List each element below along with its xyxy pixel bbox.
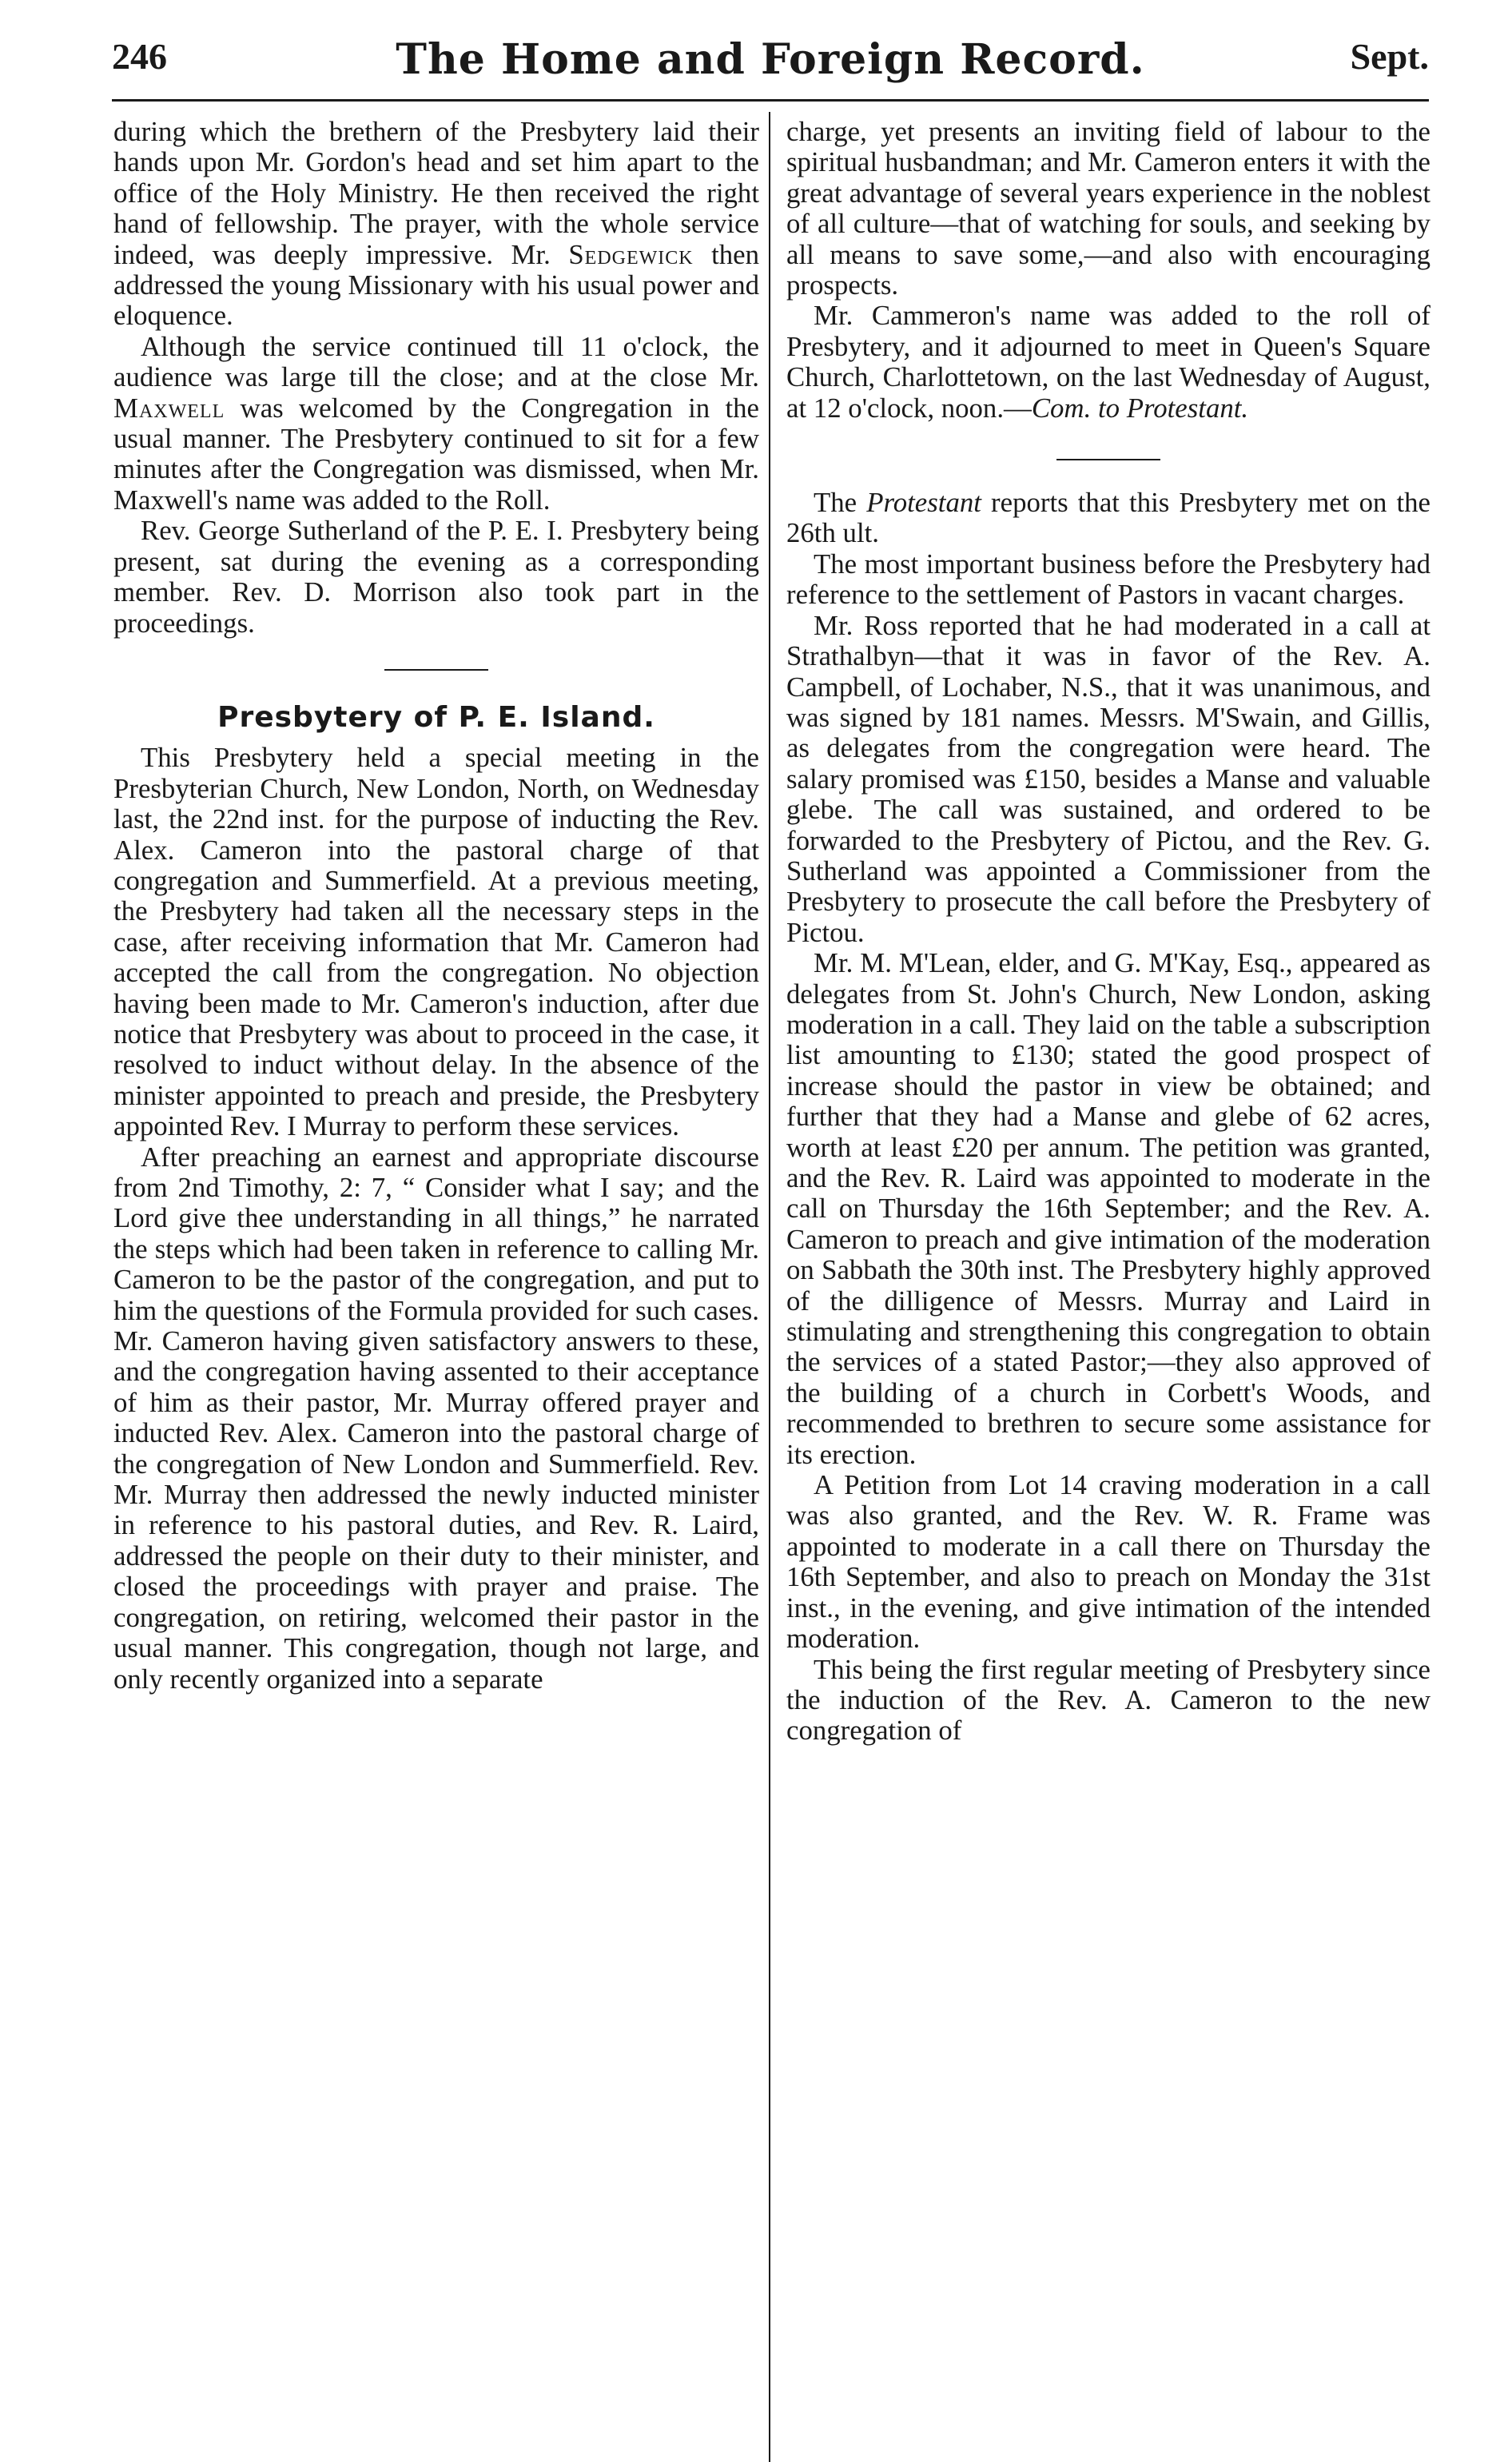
- paragraph: After preaching an earnest and appropriate discourse from 2nd Timothy, 2: 7, “ Consider what I say; and the Lord give thee understanding in all things,” he narrated the steps which had been taken in reference to calling Mr. Cameron to be the pastor of the congregation, and put to him the questions of the Formula provided for such cases. Mr. Cameron having given satisfactory answers to these, and the congregation having assented to their acceptance of him as their pastor, Mr. Murray offered prayer and inducted Rev. Alex. Cameron into the pastoral charge of the congregation of New London and Summerfield. Rev. Mr. Murray then addressed the newly inducted minister in reference to his pastoral duties, and Rev. R. Laird, addressed the people on their duty to their minister, and closed the proceedings with prayer and praise. The congregation, on retiring, welcomed their pastor in the usual manner. This congregation, though not large, and only recently organized into a separate: [113, 1141, 759, 1695]
- paragraph: Mr. M. M'Lean, elder, and G. M'Kay, Esq., appeared as delegates from St. John's Church, New London, asking moderation in a call. They laid on the table a subscription list amounting to £130; stated the good prospect of increase should the pastor in view be obtained; and further that they had a Manse and glebe of 62 acres, worth at least £20 per annum. The petition was granted, and the Rev. R. Laird was appointed to moderate in the call on Thursday the 16th September; and the Rev. A. Cameron to preach and give intimation of the moderation on Sabbath the 30th inst. The Presbytery highly approved of the dilligence of Messrs. Murray and Laird in stimulating and strengthening this congregation to obtain the services of a stated Pastor;—they also approved of the building of a church in Corbett's Woods, and recommended to brethren to secure some assistance for its erection.: [786, 947, 1430, 1470]
- paragraph: charge, yet presents an inviting field of labour to the spiritual husbandman; and Mr. Cameron enters it with the great advantage of several years experience in the noblest of all culture—that of watching for souls, and seeking by all means to save some,—and also with encouraging prospects.: [786, 116, 1430, 301]
- paragraph-text: Mr. Cammeron's name was added to the roll of Presbytery, and it adjourned to meet in Queen's Square Church, Charlottetown, on the last Wednesday of August, at 12 o'clock, noon.—: [786, 300, 1430, 424]
- paragraph-text: was welcomed by the Congregation in the usual manner. The Presbytery continued to sit for a few minutes after the Congregation was dismissed, when Mr. Maxwell's name was added to the Roll.: [113, 392, 759, 516]
- journal-title: The Home and Foreign Record.: [396, 35, 1145, 84]
- person-name: Sedgewick: [568, 238, 694, 270]
- paragraph: Mr. Ross reported that he had moderated in a call at Strathalbyn—that it was in favor of the Rev. A. Campbell, of Lochaber, N.S., that it was unanimous, and was signed by 181 names. Messrs. M'Swain, and Gillis, as delegates from the congregation were heard. The salary promised was £150, besides a Manse and valuable glebe. The call was sustained, and ordered to be forwarded to the Presbytery of Pictou, and the Rev. G. Sutherland was appointed a Commissioner from the Presbytery to prosecute the call before the Presbytery of Pictou.: [786, 609, 1430, 948]
- paragraph: Rev. George Sutherland of the P. E. I. Presbytery being present, sat during the evening as a corresponding member. Rev. D. Morrison also took part in the proceedings.: [113, 515, 759, 639]
- person-name: Maxwell: [113, 392, 225, 424]
- paragraph: This Presbytery held a special meeting in the Presbyterian Church, New London, North, on Wednesday last, the 22nd inst. for the purpose of inducting the Rev. Alex. Cameron into the pastoral charge of that congregation and Summerfield. At a previous meeting, the Presbytery had taken all the necessary steps in the case, after receiving information that Mr. Cameron had accepted the call from the congregation. No objection having been made to Mr. Cameron's induction, after due notice that Presbytery was about to proceed in the case, it resolved to induct without delay. In the absence of the minister appointed to preach and preside, the Presbytery appointed Rev. I Murray to perform these services.: [113, 742, 759, 1142]
- header-rule: [112, 99, 1429, 102]
- left-column: [113, 117, 759, 1695]
- paragraph-text: The: [814, 487, 857, 519]
- paragraph: [113, 332, 759, 516]
- paragraph: [786, 301, 1430, 424]
- paragraph-text: then addressed the young Missionary with his usual power and eloquence.: [113, 238, 760, 332]
- section-rule: [1056, 459, 1160, 460]
- column-divider: [769, 112, 770, 2462]
- paragraph: [113, 117, 759, 332]
- source-credit: Com. to Protestant.: [1031, 392, 1249, 424]
- paragraph-text: during which the brethern of the Presbytery laid their hands upon Mr. Gordon's head and set him apart to the office of the Holy Ministry. He then received the right hand of fellowship. The prayer, with the whole service indeed, was deeply impressive. Mr.: [113, 116, 759, 270]
- paragraph: The most important business before the Presbytery had reference to the settlement of Pastors in vacant charges.: [786, 548, 1430, 611]
- issue-month: Sept.: [1350, 36, 1429, 77]
- newspaper-name: Protestant: [866, 487, 981, 519]
- paragraph: A Petition from Lot 14 craving moderation in a call was also granted, and the Rev. W. R. Frame was appointed to moderate in a call there on Thursday the 16th September, and also to preach on Monday the 31st inst., in the evening, and give intimation of the intended moderation.: [786, 1469, 1430, 1655]
- page-number: 246: [112, 36, 167, 77]
- paragraph-text: Although the service continued till 11 o'clock, the audience was large till the close; and at the close Mr.: [113, 330, 759, 393]
- running-head: [112, 35, 1429, 91]
- paragraph: [786, 488, 1430, 549]
- right-column: [786, 117, 1430, 1747]
- paragraph: This being the first regular meeting of Presbytery since the induction of the Rev. A. Cameron to the new congregation of: [786, 1653, 1430, 1747]
- section-rule: [384, 669, 488, 671]
- paragraph-text: reports that this Presbytery met on the 26th ult.: [786, 487, 1431, 549]
- section-heading: Presbytery of P. E. Island.: [217, 700, 655, 734]
